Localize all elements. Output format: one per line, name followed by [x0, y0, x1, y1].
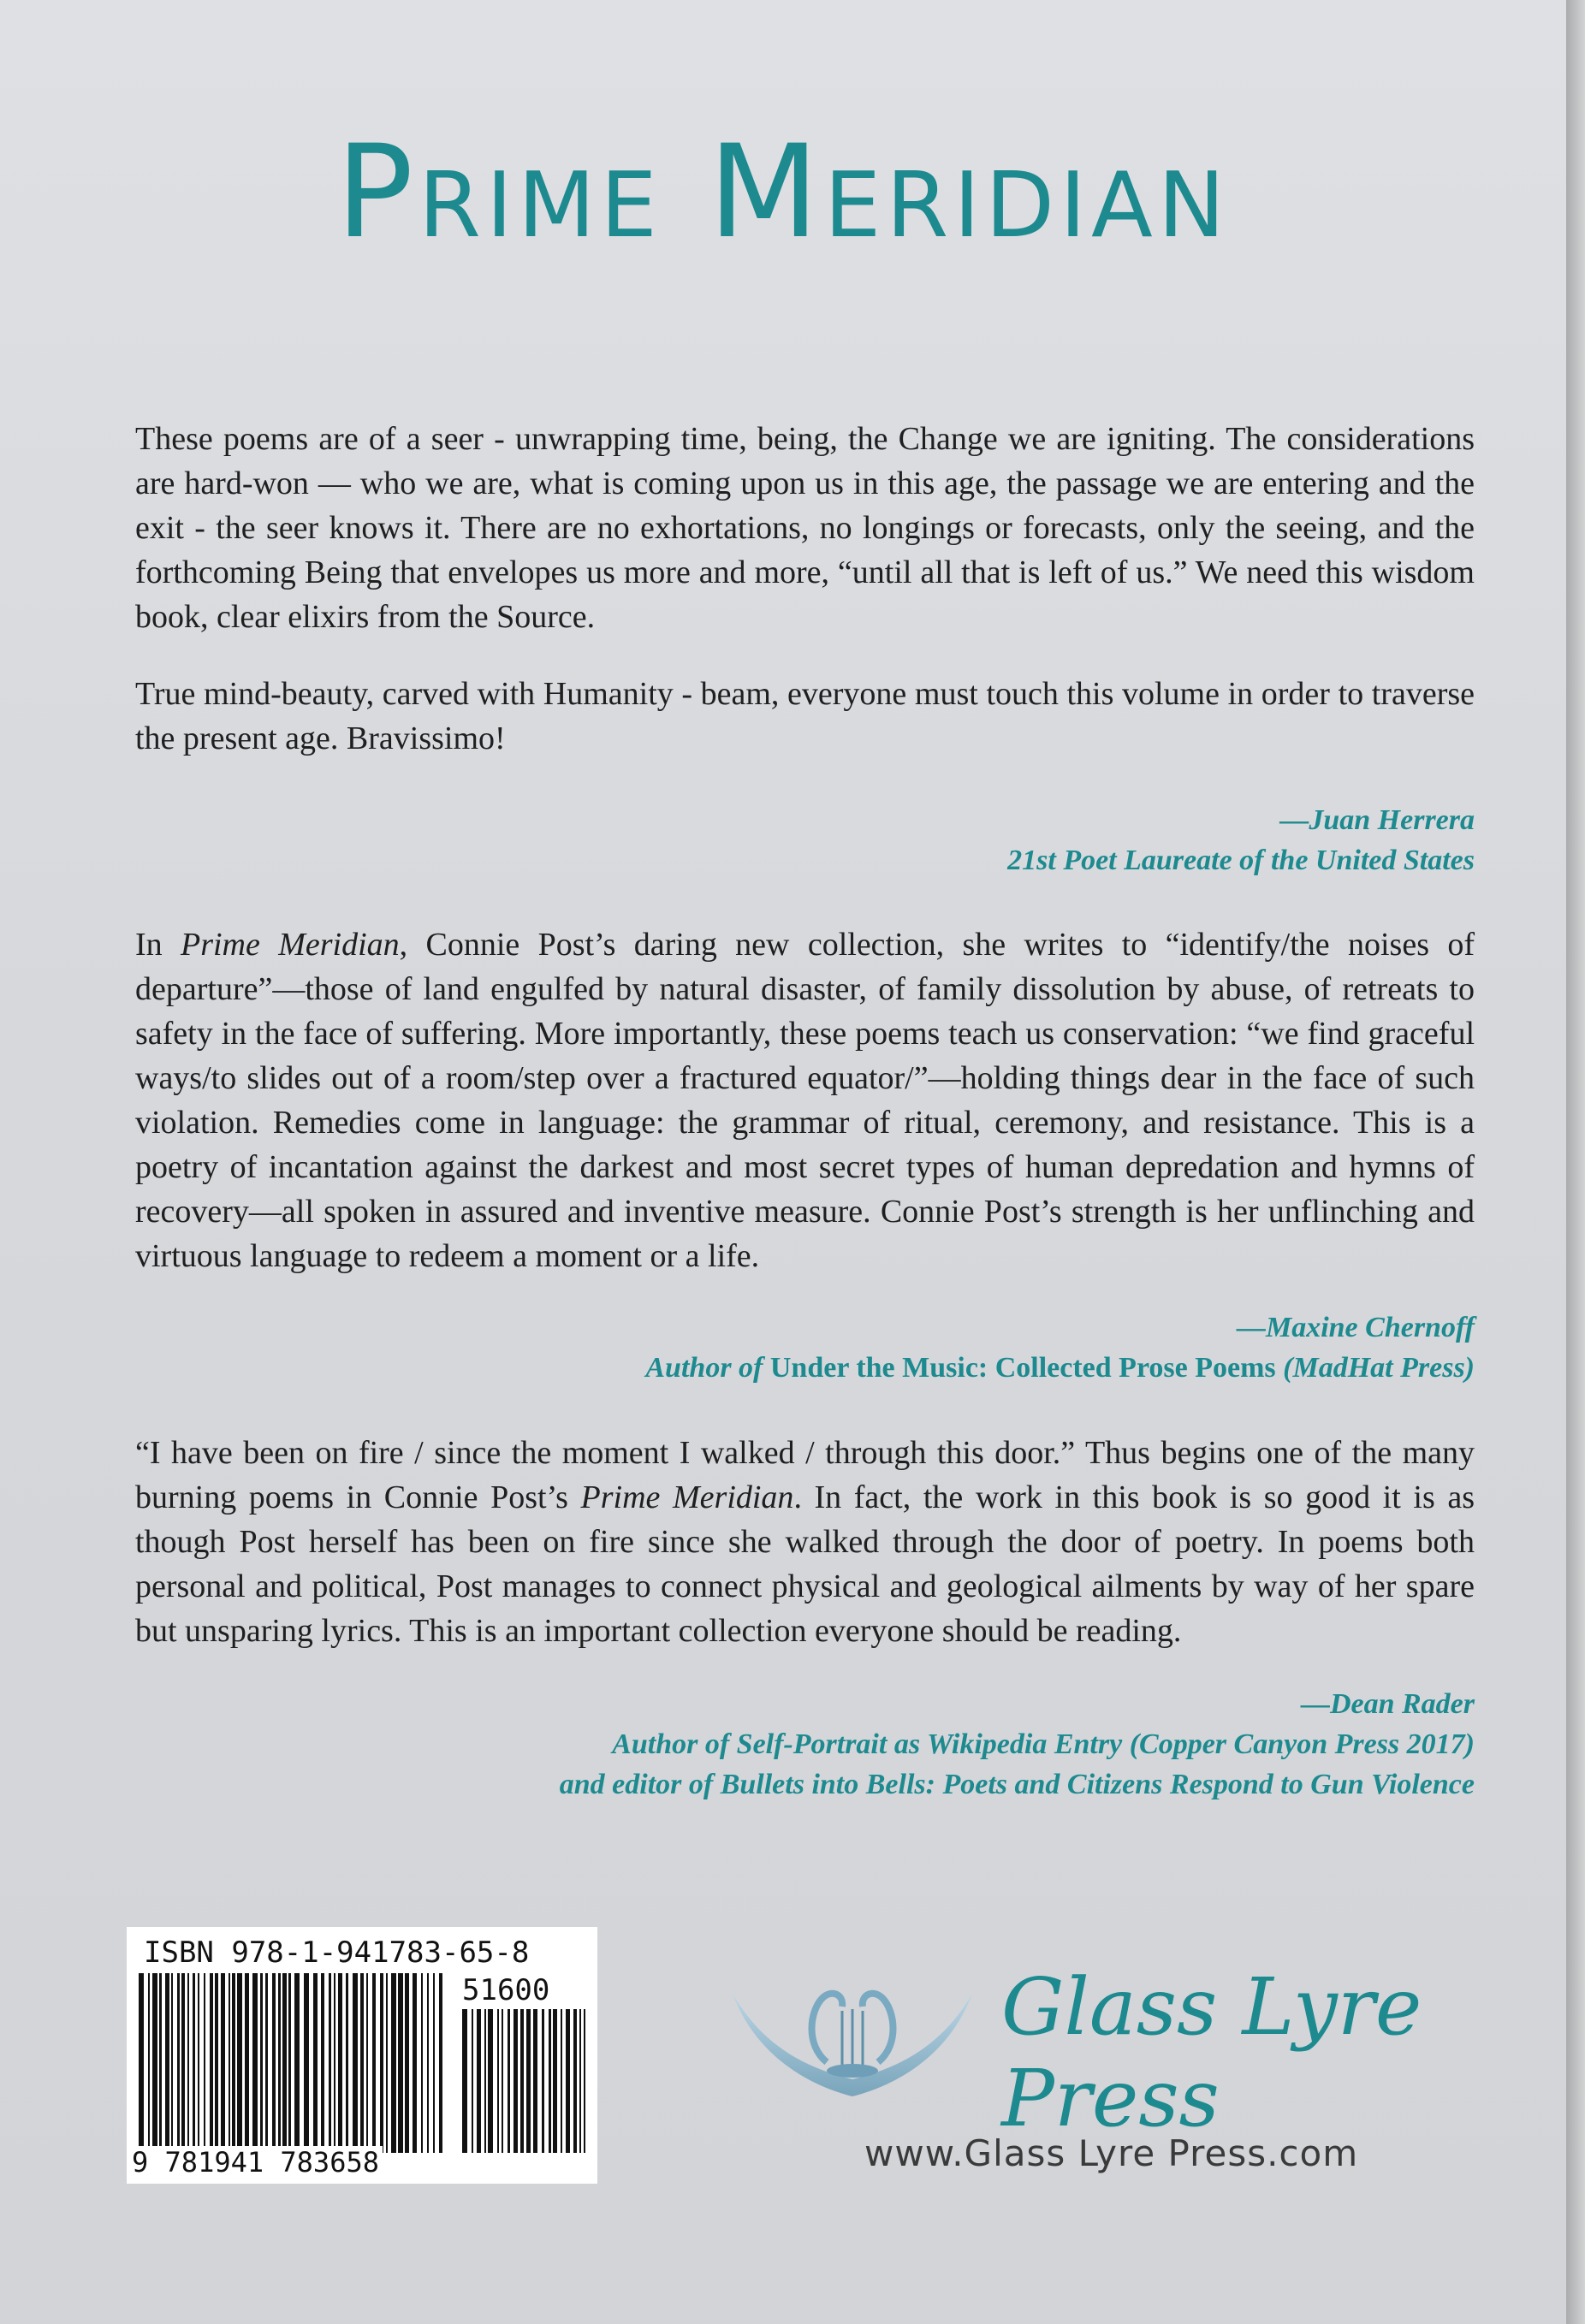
- barcode-bar: [159, 1973, 162, 2153]
- blurb-body: . In fact, the work in this book is so good it is as though Post herself has been on fire since she walked through the door of poetry. In poems both personal and political, Post manages to connect physical and geological ailments by way of her spare but unsparing lyrics. This is an important collection everyone should be reading.: [135, 1479, 1475, 1649]
- barcode-bar: [288, 1973, 291, 2153]
- barcode-bar: [165, 1973, 169, 2153]
- barcode-bar: [321, 1973, 324, 2153]
- price-barcode: [462, 2009, 591, 2153]
- lyre-swans-logo-icon: [724, 1959, 981, 2105]
- attribution-author: —Maxine Chernoff: [1236, 1312, 1475, 1343]
- barcode-bar: [439, 1973, 442, 2153]
- barcode-bar: [386, 1973, 388, 2153]
- barcode-bar: [366, 1973, 368, 2153]
- credential-prefix: Author of: [645, 1352, 770, 1384]
- blurb-paragraph: True mind-beauty, carved with Humanity - beam, everyone must touch this volume in order to traverse the present age. Bravissimo!: [135, 676, 1475, 756]
- barcode-bar: [413, 1973, 417, 2153]
- barcode-bar: [573, 2009, 577, 2153]
- barcode-bar: [139, 1973, 144, 2153]
- attribution-credential-line: and editor of Bullets into Bells: Poets and Citizens Respond to Gun Violence: [559, 1769, 1475, 1800]
- barcode-bar: [265, 1973, 268, 2153]
- book-title-reference: Prime Meridian: [580, 1479, 794, 1515]
- barcode-bar: [380, 1973, 383, 2153]
- credential-title: Under the Music: Collected Prose Poems: [769, 1352, 1276, 1384]
- barcode-bar: [304, 1973, 309, 2153]
- barcode-digits: 9 781941 783658: [128, 2146, 383, 2179]
- attribution-herrera: [135, 800, 1475, 880]
- barcode-bar: [229, 1973, 230, 2153]
- attribution-author: —Dean Rader: [1300, 1688, 1475, 1720]
- attribution-credential: 21st Poet Laureate of the United States: [1007, 845, 1475, 876]
- barcode-bar: [334, 1973, 335, 2153]
- barcode-bar: [520, 2009, 524, 2153]
- barcode-bar: [272, 1973, 276, 2153]
- barcode-bar: [433, 1973, 435, 2153]
- barcode-bar: [533, 2009, 537, 2153]
- barcode-bar: [198, 1973, 199, 2153]
- barcode-bar: [553, 2009, 557, 2153]
- blurb-lead: In: [135, 927, 181, 963]
- barcode-bar: [360, 1973, 364, 2153]
- barcode-bar: [502, 2009, 503, 2153]
- barcode-bar: [210, 1973, 213, 2153]
- isbn-barcode: [139, 1973, 447, 2153]
- barcode-bar: [181, 1973, 185, 2153]
- barcode-bar: [584, 2009, 585, 2153]
- blurb-herrera: [135, 417, 1475, 761]
- barcode-bar: [421, 1973, 423, 2153]
- publisher-url: www.Glass Lyre Press.com: [864, 2132, 1359, 2174]
- publisher-name: Glass Lyre Press: [1001, 1961, 1422, 2144]
- blurb-rader: [135, 1431, 1475, 1653]
- barcode-bar: [353, 1973, 358, 2153]
- barcode-bar: [193, 1973, 195, 2153]
- blurb-paragraph: [135, 1431, 1475, 1653]
- barcode-bar: [427, 1973, 429, 2153]
- barcode-bar: [398, 1973, 403, 2153]
- barcode-bar: [472, 2009, 473, 2153]
- barcode-bar: [462, 2009, 467, 2153]
- barcode-bar: [405, 1973, 409, 2153]
- blurb-paragraph: [135, 922, 1475, 1278]
- barcode-bar: [177, 1973, 180, 2153]
- barcode-bar: [497, 2009, 499, 2153]
- barcode-bar: [148, 1973, 150, 2153]
- blurb-lead: “I have been on fire / since the moment I walked / through this door.” Thus begins one of the many burning poems in Connie Post’s: [135, 1435, 1475, 1515]
- barcode-bar: [221, 1973, 225, 2153]
- blurb-body: , Connie Post’s daring new collection, she writes to “identify/the noises of departure”—those of land engulfed by natural disaster, of family dissolution by abuse, of retreats to safety in the face of suffering. More importantly, these poems teach us conservation: “we find graceful ways/to slides out of a room/step over a fractured equator/”—holding things dear in the face of such violation. Remedies come in language: the grammar of ritual, ceremony, and resistance. This is a poetry of incantation against the darkest and most secret types of human depredation and hymns of recovery—all spoken in assured and inventive measure. Connie Post’s strength is her unflinching and virtuous language to redeem a moment or a life.: [135, 927, 1475, 1274]
- barcode-bar: [152, 1973, 157, 2153]
- barcode-bar: [488, 2009, 493, 2153]
- barcode-bar: [484, 2009, 486, 2153]
- attribution-author: —Juan Herrera: [1279, 804, 1475, 836]
- barcode-bar: [526, 2009, 531, 2153]
- barcode-bar: [542, 2009, 544, 2153]
- barcode-bar: [204, 1973, 205, 2153]
- barcode-bar: [237, 1973, 242, 2153]
- attribution-credential-line: Author of Self-Portrait as Wikipedia Entry (Copper Canyon Press 2017): [612, 1728, 1475, 1760]
- barcode-bar: [372, 1973, 376, 2153]
- isbn-label: ISBN 978-1-941783-65-8: [144, 1936, 530, 1970]
- attribution-chernoff: [135, 1307, 1475, 1388]
- barcode-bar: [338, 1973, 342, 2153]
- barcode-bar: [171, 1973, 173, 2153]
- barcode-bar: [329, 1973, 331, 2153]
- barcode-bar: [549, 2009, 551, 2153]
- barcode-bar: [187, 1973, 189, 2153]
- attribution-rader: [135, 1684, 1475, 1805]
- barcode-bar: [282, 1973, 287, 2153]
- barcode-bar: [260, 1973, 263, 2153]
- barcode-bar: [391, 1973, 396, 2153]
- barcode-bar: [346, 1973, 348, 2153]
- attribution-credential: [135, 1348, 1475, 1388]
- price-code: 51600: [462, 1973, 550, 2007]
- barcode-bar: [245, 1973, 249, 2153]
- barcode-bar: [508, 2009, 510, 2153]
- barcode-bar: [294, 1973, 300, 2153]
- barcode-bar: [513, 2009, 518, 2153]
- credential-suffix: (MadHat Press): [1275, 1352, 1475, 1384]
- barcode-bar: [579, 2009, 581, 2153]
- barcode-bar: [215, 1973, 218, 2153]
- barcode-bar: [232, 1973, 235, 2153]
- barcode-bar: [566, 2009, 570, 2153]
- barcode-bar: [477, 2009, 481, 2153]
- book-title: Prime Meridian: [335, 118, 1231, 267]
- barcode-bar: [561, 2009, 562, 2153]
- barcode-bar: [313, 1973, 318, 2153]
- barcode-bar: [278, 1973, 281, 2153]
- blurb-paragraph: These poems are of a seer - unwrapping time, being, the Change we are igniting. The considerations are hard-won — who we are, what is coming upon us in this age, the passage we are entering and the exit - the seer knows it. There are no exhortations, no longings or forecasts, only the seeing, and the forthcoming Being that envelopes us more and more, “until all that is left of us.” We need this wisdom book, clear elixirs from the Source.: [135, 421, 1475, 635]
- blurb-chernoff: [135, 922, 1475, 1278]
- book-title-reference: Prime Meridian: [181, 927, 400, 963]
- barcode-bar: [252, 1973, 258, 2153]
